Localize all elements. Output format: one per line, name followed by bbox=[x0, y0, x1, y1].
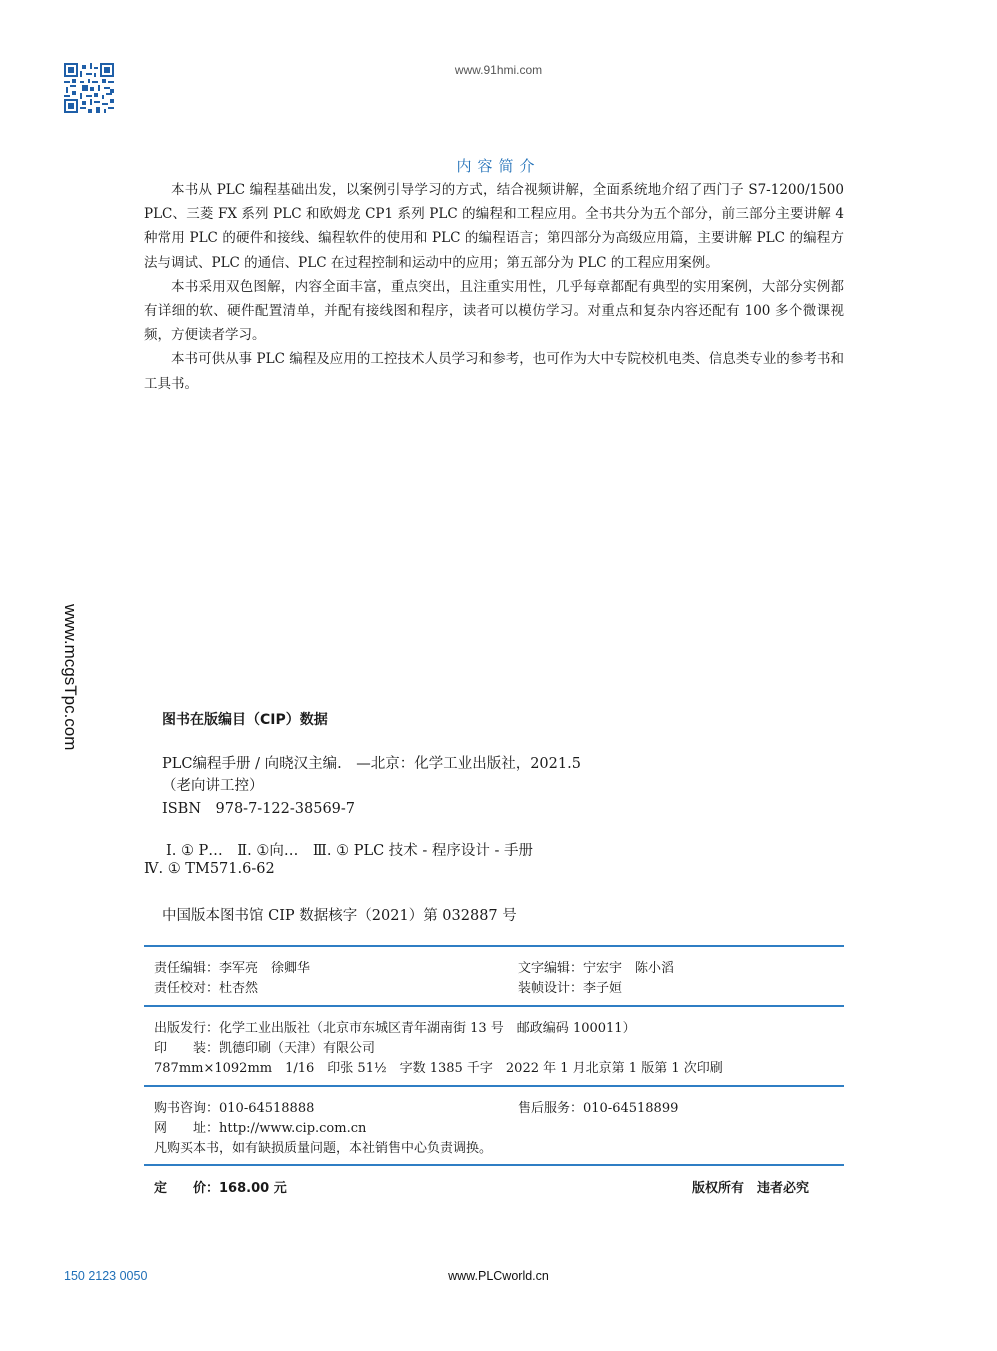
service-phone: 售后服务：010-64518899 bbox=[518, 1101, 679, 1116]
footer-phone: 150 2123 0050 bbox=[64, 1269, 148, 1283]
footer-website: www.PLCworld.cn bbox=[448, 1269, 549, 1283]
intro-body bbox=[144, 178, 844, 396]
editor: 责任编辑：李军亮 徐卿华 bbox=[154, 961, 311, 976]
divider bbox=[144, 1164, 844, 1166]
proofreader: 责任校对：杜杏然 bbox=[154, 981, 259, 996]
cip-line1: PLC编程手册 / 向晓汉主编. —北京：化学工业出版社，2021.5 bbox=[162, 756, 581, 772]
copyright: 版权所有 违者必究 bbox=[692, 1181, 810, 1196]
cip-classification: Ⅰ. ① P… Ⅱ. ①向… Ⅲ. ① PLC 技术 - 程序设计 - 手册 bbox=[166, 843, 534, 859]
intro-paragraph: 本书采用双色图解，内容全面丰富，重点突出，且注重实用性，几乎每章都配有典型的实用案例，大部分实例都有详细的软、硬件配置清单，并配有接线图和程序，读者可以模仿学习。对重点和复杂内容还配有 100 多个微课视频，方便读者学习。 bbox=[144, 278, 844, 344]
publisher-website: 网 址：http://www.cip.com.cn bbox=[154, 1121, 367, 1136]
divider bbox=[144, 945, 844, 947]
purchase-phone: 购书咨询：010-64518888 bbox=[154, 1101, 315, 1116]
cip-title: 图书在版编目（CIP）数据 bbox=[162, 712, 328, 728]
divider bbox=[144, 1085, 844, 1087]
cip-series: （老向讲工控） bbox=[162, 778, 264, 794]
cip-classification-2: Ⅳ. ① TM571.6-62 bbox=[144, 861, 275, 877]
printer: 印 装：凯德印刷（天津）有限公司 bbox=[154, 1041, 376, 1056]
divider bbox=[144, 1005, 844, 1007]
book-specs: 787mm×1092mm 1/16 印张 51½ 字数 1385 千字 2022 年 1 月北京第 1 版第 1 次印刷 bbox=[154, 1061, 723, 1076]
header-website: www.91hmi.com bbox=[454, 63, 543, 77]
cip-approval: 中国版本图书馆 CIP 数据核字（2021）第 032887 号 bbox=[162, 908, 517, 924]
publisher: 出版发行：化学工业出版社（北京市东城区青年湖南街 13 号 邮政编码 100011） bbox=[154, 1021, 636, 1036]
price: 定 价：168.00 元 bbox=[154, 1181, 287, 1196]
intro-paragraph: 本书可供从事 PLC 编程及应用的工控技术人员学习和参考，也可作为大中专院校机电类、信息类专业的参考书和工具书。 bbox=[144, 351, 844, 392]
cip-isbn: ISBN 978-7-122-38569-7 bbox=[162, 801, 356, 817]
intro-title: 内容简介 bbox=[456, 157, 541, 175]
text-editor: 文字编辑：宁宏宇 陈小滔 bbox=[518, 961, 675, 976]
designer: 装帧设计：李子姮 bbox=[518, 981, 623, 996]
side-website: www.mcgsTpc.com bbox=[61, 604, 80, 751]
notice: 凡购买本书，如有缺损质量问题，本社销售中心负责调换。 bbox=[154, 1141, 493, 1156]
intro-paragraph: 本书从 PLC 编程基础出发，以案例引导学习的方式，结合视频讲解，全面系统地介绍了西门子 S7-1200/1500 PLC、三菱 FX 系列 PLC 和欧姆龙 CP1 系列 PLC 的编程和工程应用。全书共分为五个部分，前三部分主要讲解 4 种常用 PLC 的硬件和接线、编程软件的使用和 PLC 的编程语言；第四部分为高级应用篇，主要讲解 PLC 的编程方法与调试、PLC 的通信、PLC 在过程控制和运动中的应用；第五部分为 PLC 的工程应用案例。 bbox=[144, 182, 844, 271]
